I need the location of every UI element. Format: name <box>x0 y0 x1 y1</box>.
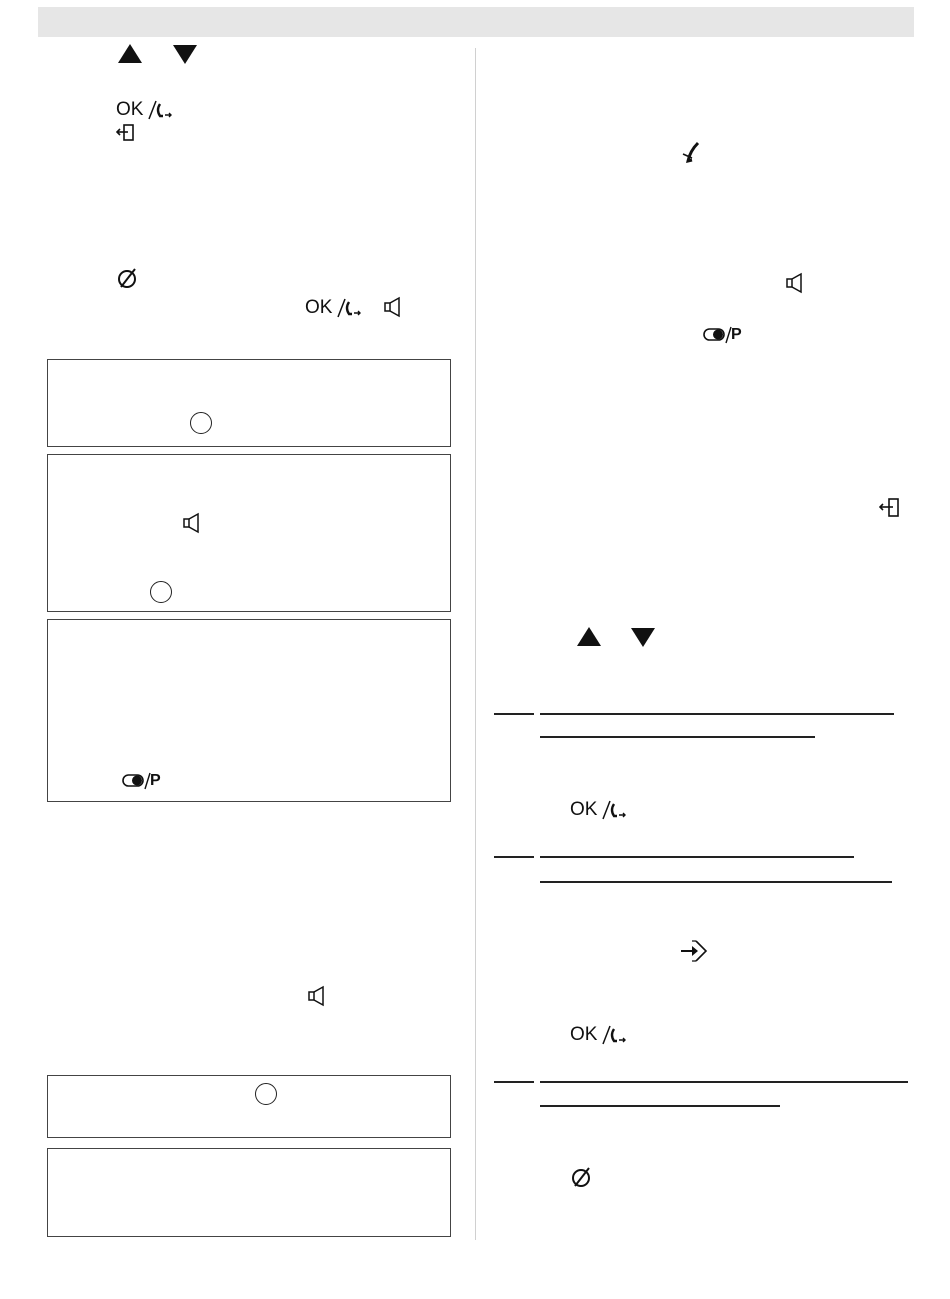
speaker-icon <box>307 985 327 1007</box>
note-box-1 <box>47 359 451 447</box>
rule-short <box>494 856 534 858</box>
ok-label: OK <box>570 799 598 820</box>
circle-icon <box>150 581 172 603</box>
speaker-icon <box>785 272 805 294</box>
page-header-bar <box>38 7 914 37</box>
rule-line <box>540 1105 780 1107</box>
speaker-icon <box>182 512 202 534</box>
rule-short <box>494 1081 534 1083</box>
circle-icon <box>190 412 212 434</box>
ok-label: OK <box>570 1024 598 1045</box>
note-box-5 <box>47 1148 451 1237</box>
exit-icon <box>879 497 901 519</box>
speaker-icon <box>383 296 403 318</box>
note-box-4 <box>47 1075 451 1138</box>
ok-call-icon <box>116 98 176 122</box>
clear-icon <box>570 1165 594 1189</box>
rule-line <box>540 1081 908 1083</box>
arrow-up-icon <box>118 44 142 63</box>
handset-icon <box>680 140 706 166</box>
rule-line <box>540 713 894 715</box>
ok-label: OK <box>305 297 333 318</box>
ok-label: OK <box>116 99 144 120</box>
intercom-pause-icon <box>122 771 162 791</box>
enter-icon <box>680 939 710 963</box>
pause-label: P <box>150 772 161 789</box>
arrow-down-icon <box>173 45 197 64</box>
intercom-pause-icon <box>703 325 743 345</box>
rule-line <box>540 856 854 858</box>
clear-icon <box>116 266 140 290</box>
ok-call-icon <box>305 296 365 320</box>
pause-label: P <box>731 326 742 343</box>
column-divider <box>475 48 476 1240</box>
ok-call-icon <box>570 1023 630 1047</box>
note-box-2 <box>47 454 451 612</box>
ok-call-icon <box>570 798 630 822</box>
exit-icon <box>116 123 136 143</box>
arrow-up-icon <box>577 627 601 646</box>
rule-short <box>494 713 534 715</box>
note-box-3 <box>47 619 451 802</box>
arrow-down-icon <box>631 628 655 647</box>
circle-icon <box>255 1083 277 1105</box>
rule-line <box>540 736 815 738</box>
rule-line <box>540 881 892 883</box>
